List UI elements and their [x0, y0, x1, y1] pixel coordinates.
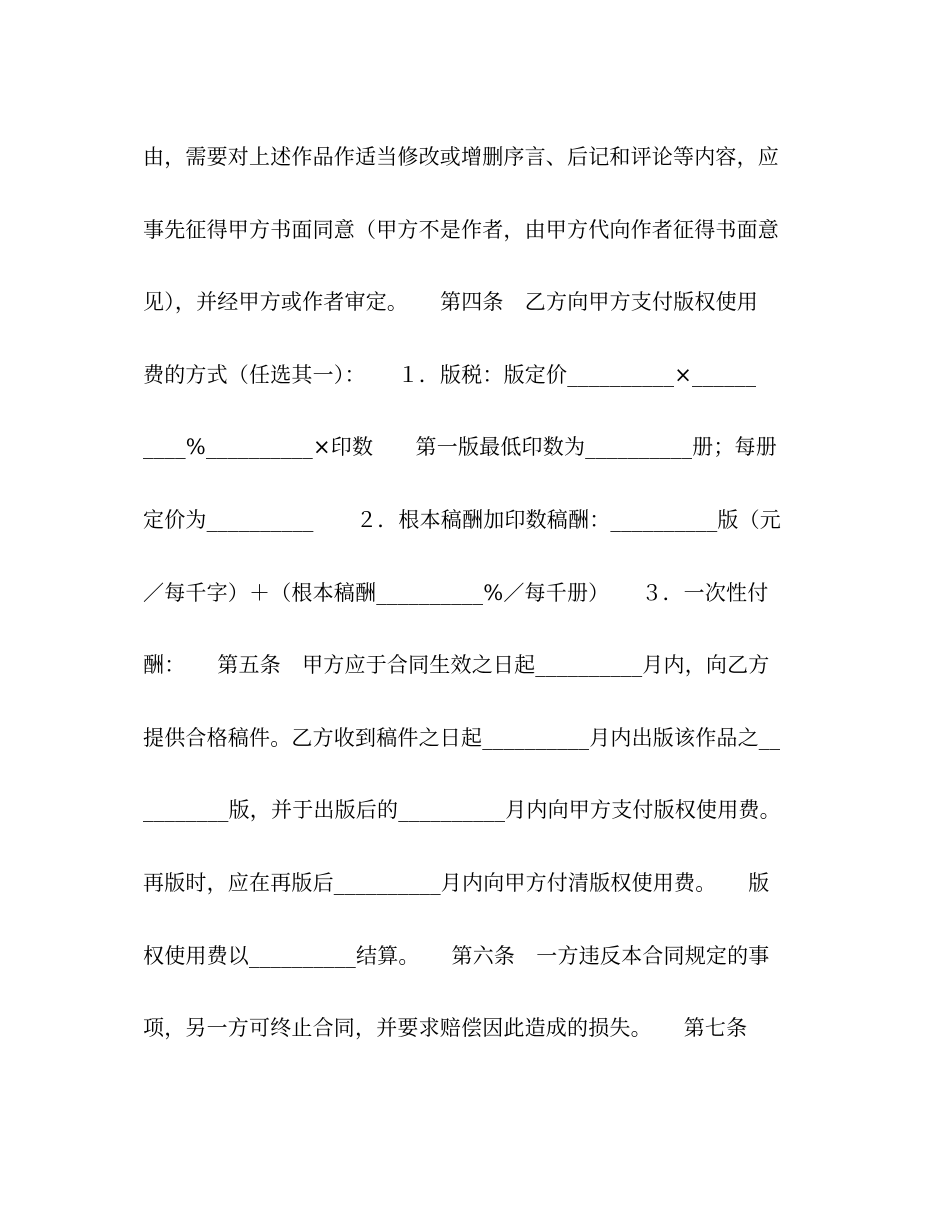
text-line-13: 项，另一方可终止合同，并要求赔偿因此造成的损失。 第七条: [143, 1016, 748, 1041]
text-line-6: 定价为__________ ２．根本稿酬加印数稿酬：__________版（元: [143, 507, 781, 532]
contract-text-block: [143, 133, 803, 1077]
text-line-4: 费的方式（任选其一）： １．版税：版定价__________×______: [143, 362, 757, 387]
text-line-12: 权使用费以__________结算。 第六条 一方违反本合同规定的事: [143, 943, 770, 968]
text-line-1: 由，需要对上述作品作适当修改或增删序言、后记和评论等内容，应: [143, 145, 779, 169]
text-line-10: ________版，并于出版后的__________月内向甲方支付版权使用费。: [143, 798, 781, 823]
text-line-3: 见），并经甲方或作者审定。 第四条 乙方向甲方支付版权使用: [143, 290, 758, 315]
text-line-5: ____%__________×印数 第一版最低印数为__________册；每册: [143, 435, 777, 460]
text-line-9: 提供合格稿件。乙方收到稿件之日起__________月内出版该作品之__: [143, 725, 781, 750]
text-line-11: 再版时，应在再版后__________月内向甲方付清版权使用费。 版: [143, 870, 770, 895]
text-line-8: 酬： 第五条 甲方应于合同生效之日起__________月内，向乙方: [143, 653, 770, 678]
text-line-7: ／每千字）＋（根本稿酬__________%／每千册） ３．一次性付: [143, 580, 769, 605]
text-line-2: 事先征得甲方书面同意（甲方不是作者，由甲方代向作者征得书面意: [143, 217, 779, 242]
